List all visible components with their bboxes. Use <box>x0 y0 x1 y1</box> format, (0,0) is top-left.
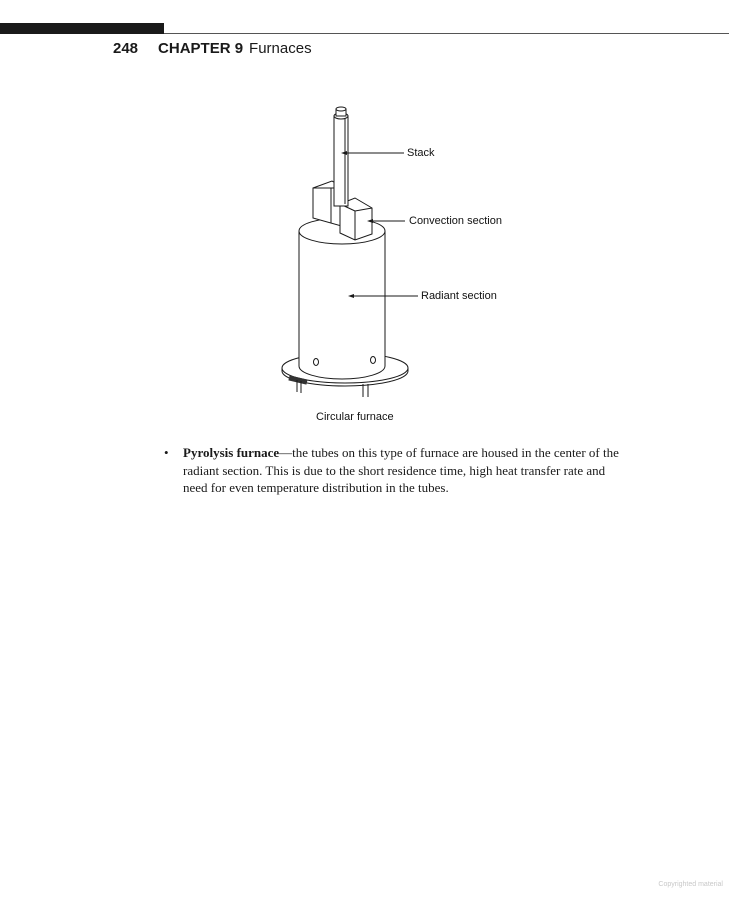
bullet-body: —the tubes on this type of furnace are housed in the center of the radiant section. This is due to the short residence time, high heat transfer rate and need for even temperature distribution in the tubes. <box>183 445 619 495</box>
stack-label: Stack <box>407 147 435 159</box>
stack-pipe <box>334 107 348 206</box>
bullet-marker: • <box>164 445 169 460</box>
convection-section-label: Convection section <box>409 215 502 227</box>
bullet-list <box>164 444 624 497</box>
copyright-watermark: Copyrighted material <box>658 881 723 888</box>
page-number: 248 <box>113 40 139 57</box>
bullet-term: Pyrolysis furnace <box>183 445 280 460</box>
chapter-title: Furnaces <box>249 40 312 57</box>
radiant-section-label: Radiant section <box>421 290 497 302</box>
furnace-drawing <box>0 0 729 440</box>
chapter-label: CHAPTER 9 <box>158 40 244 57</box>
figure-caption: Circular furnace <box>316 411 394 423</box>
bullet-item <box>183 444 624 497</box>
circular-furnace-figure <box>0 0 729 440</box>
radiant-cylinder <box>299 218 385 379</box>
